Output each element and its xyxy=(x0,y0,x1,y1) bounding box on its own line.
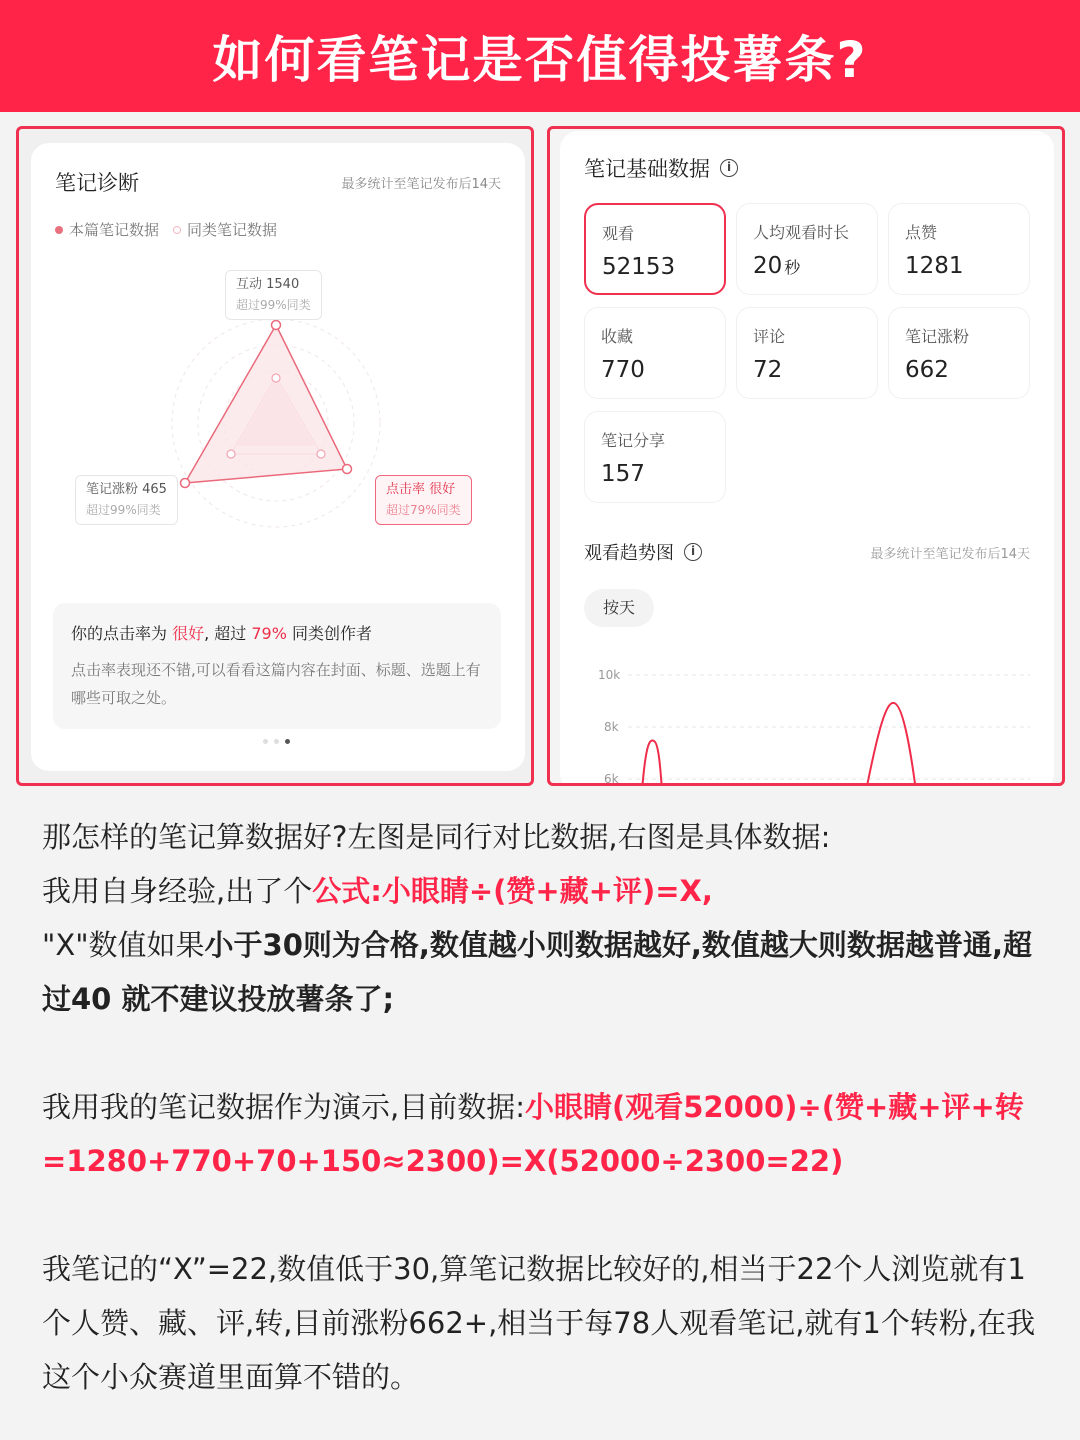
trend-title xyxy=(584,539,702,565)
tile-value: 20 秒 xyxy=(753,253,801,279)
tile-value: 157 xyxy=(601,461,645,487)
tile-value: 1281 xyxy=(905,253,964,279)
tile-label: 笔记分享 xyxy=(601,431,666,450)
header-banner xyxy=(0,0,1080,112)
radar-current-shape xyxy=(185,325,347,483)
p1-criteria: "X"数值如果小于30则为合格,数值越小则数据越好,数值越大则数据越普通,超过40 就不建议投放薯条了; xyxy=(42,928,1032,1016)
by-day-button[interactable]: 按天 xyxy=(584,589,654,627)
tile-label: 收藏 xyxy=(601,327,634,346)
p2-formula: 小眼睛(观看52000)÷(赞+藏+评+转=1280+770+70+150≈2300)=X(52000÷2300=22) xyxy=(42,1090,1024,1178)
radar-point-ctr xyxy=(343,465,352,474)
ctr-label: 点击率 很好 xyxy=(386,482,456,497)
radar-point-fans xyxy=(181,479,190,488)
paragraph-1 xyxy=(42,810,1042,1026)
basic-data-title xyxy=(584,153,738,183)
trend-info-icon[interactable]: i xyxy=(684,543,702,561)
y-tick-6k: 6k xyxy=(604,772,619,786)
trend-subtitle: 最多统计至笔记发布后14天 xyxy=(870,547,1030,562)
fans-label: 笔记涨粉 465 xyxy=(86,482,167,497)
trend-title-text: 观看趋势图 xyxy=(584,543,674,564)
interaction-sub: 超过99%同类 xyxy=(236,298,311,312)
basic-data-screenshot xyxy=(547,126,1065,786)
tile-comments[interactable] xyxy=(736,307,878,399)
tile-label: 笔记涨粉 xyxy=(905,327,970,346)
legend-peer: 同类笔记数据 xyxy=(187,221,278,239)
tile-label: 观看 xyxy=(602,224,635,243)
tile-shares[interactable] xyxy=(584,411,726,503)
p2-intro: 我用我的笔记数据作为演示,目前数据: xyxy=(42,1090,525,1124)
tile-value: 662 xyxy=(905,357,949,383)
tile-label: 点赞 xyxy=(905,223,938,242)
radar-peer-point-1 xyxy=(272,374,280,382)
legend-current: 本篇笔记数据 xyxy=(69,221,160,239)
tile-label: 人均观看时长 xyxy=(753,223,850,242)
y-tick-10k: 10k xyxy=(598,668,621,682)
carousel-dot-active[interactable] xyxy=(285,739,290,744)
radar-label-fans xyxy=(75,475,178,525)
trend-chart xyxy=(560,651,1054,786)
radar-point-interaction xyxy=(272,321,281,330)
radar-chart xyxy=(31,143,525,603)
carousel-dot[interactable] xyxy=(263,739,268,744)
basic-title-text: 笔记基础数据 xyxy=(584,157,710,181)
carousel-dot[interactable] xyxy=(274,739,279,744)
tip-summary: 你的点击率为 很好, 超过 79% 同类创作者 xyxy=(71,624,373,643)
y-tick-8k: 8k xyxy=(604,720,619,734)
paragraph-2 xyxy=(42,1080,1042,1188)
carousel-dots[interactable] xyxy=(263,739,290,744)
ctr-sub: 超过79%同类 xyxy=(386,503,461,517)
diagnosis-tip xyxy=(53,603,501,729)
fans-sub: 超过99%同类 xyxy=(86,503,161,517)
diagnosis-screenshot xyxy=(16,126,534,786)
basic-data-card xyxy=(560,131,1054,786)
p1-line-1: 那怎样的笔记算数据好?左图是同行对比数据,右图是具体数据: xyxy=(42,820,831,854)
interaction-label: 互动 1540 xyxy=(236,277,300,292)
diagnosis-subtitle: 最多统计至笔记发布后14天 xyxy=(341,177,501,192)
info-icon[interactable]: i xyxy=(720,159,738,177)
trend-peak-2 xyxy=(866,703,916,786)
radar-label-interaction xyxy=(225,270,322,320)
tip-description: 点击率表现还不错,可以看看这篇内容在封面、标题、选题上有哪些可取之处。 xyxy=(71,661,481,707)
tile-likes[interactable] xyxy=(888,203,1030,295)
tile-fans[interactable] xyxy=(888,307,1030,399)
tile-value: 72 xyxy=(753,357,783,383)
tile-avg-duration[interactable] xyxy=(736,203,878,295)
tile-value: 52153 xyxy=(602,254,676,280)
p1-formula-line: 我用自身经验,出了个公式:小眼睛÷(赞+藏+评)=X, xyxy=(42,874,713,908)
tile-label: 评论 xyxy=(753,327,786,346)
banner-title: 如何看笔记是否值得投薯条? xyxy=(212,31,868,89)
diagnosis-card xyxy=(31,143,525,771)
radar-peer-point-2 xyxy=(317,450,325,458)
diagnosis-title: 笔记诊断 xyxy=(55,171,139,195)
tile-value: 770 xyxy=(601,357,645,383)
radar-peer-point-3 xyxy=(227,450,235,458)
radar-label-ctr xyxy=(375,475,472,525)
paragraph-3: 我笔记的“X”=22,数值低于30,算笔记数据比较好的,相当于22个人浏览就有1个人赞、藏、评,转,目前涨粉662+,相当于每78人观看笔记,就有1个转粉,在我这个小众赛道里面算不错的。 xyxy=(42,1252,1036,1394)
tile-views[interactable] xyxy=(584,203,726,295)
tile-collects[interactable] xyxy=(584,307,726,399)
